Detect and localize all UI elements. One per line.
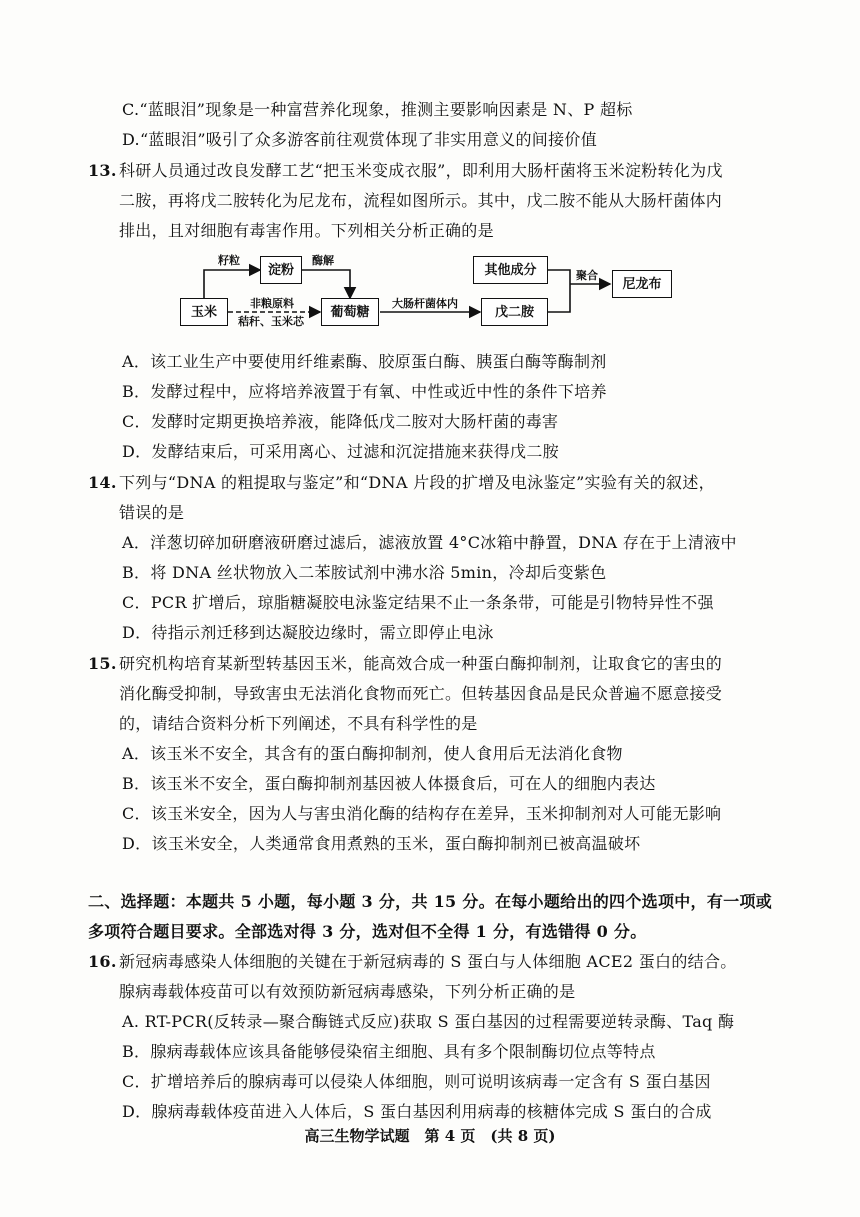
question-13-stem-line1: 科研人员通过改良发酵工艺“把玉米变成衣服”，即利用大肠杆菌将玉米淀粉转化为戊 bbox=[119, 161, 723, 180]
section-2-instructions-line1: 二、选择题：本题共 5 小题，每小题 3 分，共 15 分。在每小题给出的四个选项中，有一项或 bbox=[88, 892, 773, 911]
question-15-option-c: C．该玉米安全，因为人与害虫消化酶的结构存在差异，玉米抑制剂对人可能无影响 bbox=[122, 804, 722, 823]
question-13-option-c: C．发酵时定期更换培养液，能降低戊二胺对大肠杆菌的毒害 bbox=[122, 412, 559, 431]
question-13-stem-line2: 二胺，再将戊二胺转化为尼龙布，流程如图所示。其中，戊二胺不能从大肠杆菌体内 bbox=[119, 191, 723, 210]
question-15-stem-line1: 研究机构培育某新型转基因玉米，能高效合成一种蛋白酶抑制剂，让取食它的害虫的 bbox=[119, 654, 723, 673]
box-other-components: 其他成分 bbox=[473, 256, 548, 284]
section-2-instructions-line2: 多项符合题目要求。全部选对得 3 分，选对但不全得 1 分，有选错得 0 分。 bbox=[88, 922, 647, 941]
question-13-number: 13. bbox=[88, 161, 117, 180]
q12-option-d: D.“蓝眼泪”吸引了众多游客前往观赏体现了非实用意义的间接价值 bbox=[122, 130, 598, 149]
question-14-stem-line1: 下列与“DNA 的粗提取与鉴定”和“DNA 片段的扩增及电泳鉴定”实验有关的叙述， bbox=[119, 473, 715, 492]
label-polymerize: 聚合 bbox=[576, 269, 598, 282]
label-ecoli: 大肠杆菌体内 bbox=[392, 297, 458, 310]
question-16-option-b: B．腺病毒载体应该具备能够侵染宿主细胞、具有多个限制酶切位点等特点 bbox=[122, 1042, 656, 1061]
question-14-stem-line2: 错误的是 bbox=[119, 503, 185, 522]
label-hydrolysis: 酶解 bbox=[312, 254, 334, 267]
question-16-option-a: A. RT-PCR(反转录—聚合酶链式反应)获取 S 蛋白基因的过程需要逆转录酶、Taq 酶 bbox=[122, 1012, 735, 1031]
box-pentanediamine: 戊二胺 bbox=[481, 298, 548, 326]
question-15-option-d: D．该玉米安全，人类通常食用煮熟的玉米，蛋白酶抑制剂已被高温破坏 bbox=[122, 834, 641, 853]
question-16-option-c: C．扩增培养后的腺病毒可以侵染人体细胞，则可说明该病毒一定含有 S 蛋白基因 bbox=[122, 1072, 711, 1091]
question-15-option-b: B．该玉米不安全，蛋白酶抑制剂基因被人体摄食后，可在人的细胞内表达 bbox=[122, 774, 656, 793]
question-16-stem-line2: 腺病毒载体疫苗可以有效预防新冠病毒感染，下列分析正确的是 bbox=[119, 982, 576, 1001]
question-15-number: 15. bbox=[88, 654, 117, 673]
question-16-number: 16. bbox=[88, 952, 117, 971]
question-15-option-a: A．该玉米不安全，其含有的蛋白酶抑制剂，使人食用后无法消化食物 bbox=[122, 744, 623, 763]
page-footer: 高三生物学试题 第 4 页 (共 8 页) bbox=[304, 1127, 556, 1145]
question-13-option-a: A．该工业生产中要使用纤维素酶、胶原蛋白酶、胰蛋白酶等酶制剂 bbox=[122, 352, 607, 371]
box-nylon: 尼龙布 bbox=[612, 270, 672, 298]
question-13-option-b: B．发酵过程中，应将培养液置于有氧、中性或近中性的条件下培养 bbox=[122, 382, 607, 401]
box-starch: 淀粉 bbox=[260, 256, 302, 284]
label-grain: 籽粒 bbox=[218, 254, 240, 267]
question-16-stem-line1: 新冠病毒感染人体细胞的关键在于新冠病毒的 S 蛋白与人体细胞 ACE2 蛋白的结合。 bbox=[119, 952, 737, 971]
question-16-option-d: D．腺病毒载体疫苗进入人体后，S 蛋白基因利用病毒的核糖体完成 S 蛋白的合成 bbox=[122, 1102, 712, 1121]
question-14-option-d: D．待指示剂迁移到达凝胶边缘时，需立即停止电泳 bbox=[122, 623, 494, 642]
question-14-number: 14. bbox=[88, 473, 117, 492]
question-13-stem-line3: 排出，且对细胞有毒害作用。下列相关分析正确的是 bbox=[119, 221, 494, 240]
question-14-option-a: A．洋葱切碎加研磨液研磨过滤后，滤液放置 4°C冰箱中静置，DNA 存在于上清液中 bbox=[122, 533, 737, 552]
box-glucose: 葡萄糖 bbox=[321, 298, 379, 326]
label-non-grain: 非粮原料 bbox=[250, 297, 294, 310]
label-straw: 秸秆、玉米芯 bbox=[238, 315, 304, 328]
q12-option-c: C.“蓝眼泪”现象是一种富营养化现象，推测主要影响因素是 N、P 超标 bbox=[122, 100, 633, 119]
process-flow-diagram bbox=[180, 250, 690, 340]
question-15-stem-line2: 消化酶受抑制，导致害虫无法消化食物而死亡。但转基因食品是民众普遍不愿意接受 bbox=[119, 684, 723, 703]
question-14-option-b: B．将 DNA 丝状物放入二苯胺试剂中沸水浴 5min，冷却后变紫色 bbox=[122, 563, 607, 582]
question-13-option-d: D．发酵结束后，可采用离心、过滤和沉淀措施来获得戊二胺 bbox=[122, 442, 559, 461]
box-corn: 玉米 bbox=[180, 298, 228, 326]
question-14-option-c: C．PCR 扩增后，琼脂糖凝胶电泳鉴定结果不止一条条带，可能是引物特异性不强 bbox=[122, 593, 714, 612]
question-15-stem-line3: 的，请结合资料分析下列阐述，不具有科学性的是 bbox=[119, 714, 478, 733]
